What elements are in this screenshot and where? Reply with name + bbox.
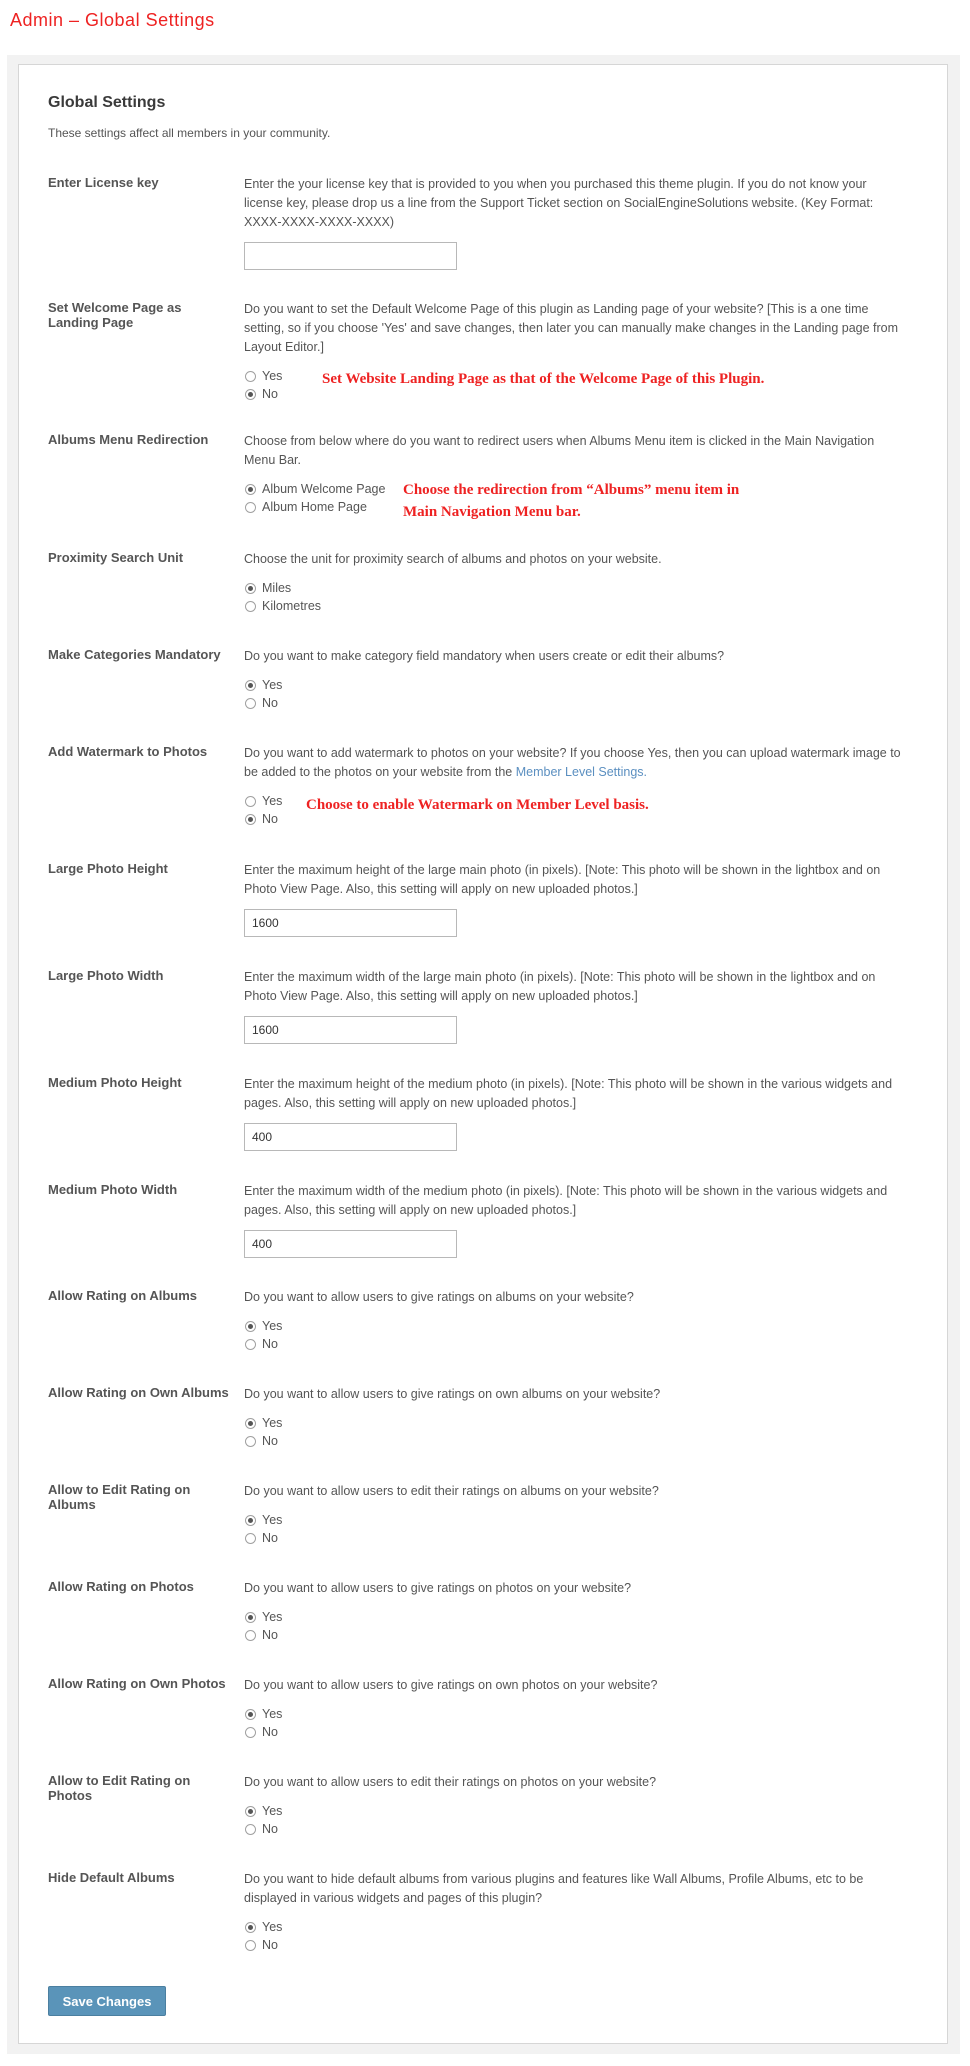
radio-button-selected[interactable] bbox=[245, 389, 256, 400]
radio-label: Yes bbox=[262, 1319, 283, 1333]
annotation-albums-redirect bbox=[403, 479, 739, 523]
field-description: Enter the maximum width of the medium photo (in pixels). [Note: This photo will be shown in the various widgets and pages. Also, this setting will apply on new uploaded photos.] bbox=[244, 1184, 888, 1217]
field-description: Do you want to allow users to edit their ratings on photos on your website? bbox=[244, 1775, 657, 1789]
radio-button-selected[interactable] bbox=[245, 1418, 256, 1429]
radio-button-selected[interactable] bbox=[245, 1612, 256, 1623]
radio-button[interactable] bbox=[245, 1824, 256, 1835]
radio-option-no[interactable] bbox=[244, 1936, 904, 1954]
radio-label: No bbox=[262, 1822, 278, 1836]
field-label: Add Watermark to Photos bbox=[48, 744, 208, 759]
radio-option-yes[interactable] bbox=[244, 1511, 904, 1529]
radio-label: Miles bbox=[262, 581, 292, 595]
radio-button[interactable] bbox=[245, 1533, 256, 1544]
member-level-settings-link[interactable]: Member Level Settings. bbox=[515, 765, 648, 779]
radio-button[interactable] bbox=[245, 1727, 256, 1738]
radio-label: Yes bbox=[262, 794, 283, 808]
annotation-watermark: Choose to enable Watermark on Member Level basis. bbox=[306, 797, 649, 813]
radio-option-yes[interactable] bbox=[244, 1802, 904, 1820]
radio-button-selected[interactable] bbox=[245, 484, 256, 495]
radio-option-yes[interactable] bbox=[244, 1918, 904, 1936]
radio-group bbox=[244, 1317, 904, 1353]
radio-option-no[interactable] bbox=[244, 1529, 904, 1547]
large-photo-height-input[interactable] bbox=[244, 909, 457, 937]
radio-button-selected[interactable] bbox=[245, 814, 256, 825]
radio-label: Yes bbox=[262, 678, 283, 692]
radio-button[interactable] bbox=[245, 1940, 256, 1951]
field-label: Allow to Edit Rating on Albums bbox=[48, 1482, 191, 1512]
radio-button[interactable] bbox=[245, 1339, 256, 1350]
field-label: Allow Rating on Albums bbox=[48, 1288, 198, 1303]
radio-label: Yes bbox=[262, 1416, 283, 1430]
field-label: Large Photo Height bbox=[48, 861, 168, 876]
field-description: Do you want to allow users to give ratings on own photos on your website? bbox=[244, 1678, 658, 1692]
radio-button-selected[interactable] bbox=[245, 1321, 256, 1332]
field-description: Enter the your license key that is provided to you when you purchased this theme plugin. If you do not know your license key, please drop us a line from the Support Ticket section on SocialEngineSolutions website. (Key Format: XXXX-XXXX-XXXX-XXXX) bbox=[244, 177, 874, 229]
radio-label: No bbox=[262, 387, 278, 401]
form-description: These settings affect all members in your community. bbox=[48, 126, 331, 140]
field-description: Enter the maximum height of the medium photo (in pixels). [Note: This photo will be shown in the various widgets and pages. Also, this setting will apply on new uploaded photos.] bbox=[244, 1077, 893, 1110]
field-description: Choose from below where do you want to redirect users when Albums Menu item is clicked in the Main Navigation Menu Bar. bbox=[244, 434, 875, 467]
radio-label: No bbox=[262, 1434, 278, 1448]
radio-option-no[interactable] bbox=[244, 694, 904, 712]
radio-label: Yes bbox=[262, 1610, 283, 1624]
field-description: Enter the maximum height of the large main photo (in pixels). [Note: This photo will be shown in the lightbox and on Photo View Page. Also, this setting will apply on new uploaded photos.] bbox=[244, 863, 881, 896]
field-description bbox=[244, 744, 904, 782]
field-label: Medium Photo Width bbox=[48, 1182, 178, 1197]
radio-group bbox=[244, 1511, 904, 1547]
description-text: Do you want to add watermark to photos on your website? If you choose Yes, then you can upload watermark image to be added to the photos on your website from the bbox=[244, 746, 901, 779]
field-description: Do you want to set the Default Welcome Page of this plugin as Landing page of your website? [This is a one time setting, so if you choose 'Yes' and save changes, then later you can manually make changes in the Landing page from Layout Editor.] bbox=[244, 302, 899, 354]
field-label: Allow Rating on Own Albums bbox=[48, 1385, 229, 1400]
radio-option-yes[interactable] bbox=[244, 1705, 904, 1723]
annotation-line: Choose the redirection from “Albums” menu item in bbox=[403, 482, 740, 498]
save-changes-button[interactable]: Save Changes bbox=[48, 1986, 166, 2016]
page-heading: Admin – Global Settings bbox=[10, 10, 215, 30]
radio-button-selected[interactable] bbox=[245, 1806, 256, 1817]
field-description: Do you want to hide default albums from various plugins and features like Wall Albums, Profile Albums, etc to be displayed in various widgets and pages of this plugin? bbox=[244, 1872, 864, 1905]
radio-button[interactable] bbox=[245, 371, 256, 382]
radio-label: Yes bbox=[262, 1804, 283, 1818]
form-title: Global Settings bbox=[48, 94, 166, 111]
radio-label: Yes bbox=[262, 369, 283, 383]
radio-option-no[interactable] bbox=[244, 1820, 904, 1838]
annotation-landing-page: Set Website Landing Page as that of the Welcome Page of this Plugin. bbox=[322, 371, 765, 387]
radio-option-kilometres[interactable] bbox=[244, 597, 904, 615]
field-description: Do you want to allow users to give ratings on own albums on your website? bbox=[244, 1387, 661, 1401]
radio-button-selected[interactable] bbox=[245, 583, 256, 594]
radio-group bbox=[244, 676, 904, 712]
radio-label: Yes bbox=[262, 1707, 283, 1721]
radio-button[interactable] bbox=[245, 1630, 256, 1641]
radio-label: No bbox=[262, 696, 278, 710]
radio-group bbox=[244, 1918, 904, 1954]
field-label: Enter License key bbox=[48, 175, 159, 190]
radio-label: Album Home Page bbox=[262, 500, 367, 514]
field-description: Do you want to allow users to edit their ratings on albums on your website? bbox=[244, 1484, 659, 1498]
radio-label: No bbox=[262, 1337, 278, 1351]
radio-button-selected[interactable] bbox=[245, 1515, 256, 1526]
medium-photo-width-input[interactable] bbox=[244, 1230, 457, 1258]
radio-label: Album Welcome Page bbox=[262, 482, 386, 496]
radio-label: Yes bbox=[262, 1920, 283, 1934]
field-description: Do you want to make category field mandatory when users create or edit their albums? bbox=[244, 649, 725, 663]
radio-label: No bbox=[262, 1628, 278, 1642]
radio-group bbox=[244, 579, 904, 615]
radio-button[interactable] bbox=[245, 698, 256, 709]
radio-group bbox=[244, 1705, 904, 1741]
radio-group bbox=[244, 1414, 904, 1450]
radio-option-no[interactable] bbox=[244, 1432, 904, 1450]
radio-option-yes[interactable] bbox=[244, 1608, 904, 1626]
radio-option-miles[interactable] bbox=[244, 579, 904, 597]
radio-option-no[interactable] bbox=[244, 1723, 904, 1741]
radio-label: No bbox=[262, 1725, 278, 1739]
field-label: Allow to Edit Rating on Photos bbox=[48, 1773, 191, 1803]
annotation-line: Main Navigation Menu bar. bbox=[403, 504, 581, 520]
field-label: Medium Photo Height bbox=[48, 1075, 182, 1090]
radio-option-no[interactable] bbox=[244, 1626, 904, 1644]
radio-option-yes[interactable] bbox=[244, 676, 904, 694]
radio-button[interactable] bbox=[245, 796, 256, 807]
field-label: Large Photo Width bbox=[48, 968, 164, 983]
field-description: Do you want to allow users to give ratings on photos on your website? bbox=[244, 1581, 632, 1595]
radio-label: No bbox=[262, 1938, 278, 1952]
field-label: Hide Default Albums bbox=[48, 1870, 175, 1885]
radio-label: No bbox=[262, 812, 278, 826]
radio-button[interactable] bbox=[245, 601, 256, 612]
license-key-input[interactable] bbox=[244, 242, 457, 270]
radio-group bbox=[244, 1608, 904, 1644]
radio-label: No bbox=[262, 1531, 278, 1545]
field-label: Set Welcome Page as Landing Page bbox=[48, 300, 182, 330]
field-label: Albums Menu Redirection bbox=[48, 432, 209, 447]
medium-photo-height-input[interactable] bbox=[244, 1123, 457, 1151]
radio-button[interactable] bbox=[245, 1436, 256, 1447]
radio-button-selected[interactable] bbox=[245, 1922, 256, 1933]
radio-group bbox=[244, 1802, 904, 1838]
field-description: Enter the maximum width of the large main photo (in pixels). [Note: This photo will be shown in the lightbox and on Photo View Page. Also, this setting will apply on new uploaded photos.] bbox=[244, 970, 876, 1003]
large-photo-width-input[interactable] bbox=[244, 1016, 457, 1044]
field-label: Allow Rating on Own Photos bbox=[48, 1676, 226, 1691]
radio-button-selected[interactable] bbox=[245, 680, 256, 691]
radio-option-no[interactable] bbox=[244, 1335, 904, 1353]
radio-label: Kilometres bbox=[262, 599, 322, 613]
field-label: Make Categories Mandatory bbox=[48, 647, 221, 662]
field-description: Choose the unit for proximity search of albums and photos on your website. bbox=[244, 552, 662, 566]
radio-button[interactable] bbox=[245, 502, 256, 513]
radio-button-selected[interactable] bbox=[245, 1709, 256, 1720]
field-label: Proximity Search Unit bbox=[48, 550, 184, 565]
field-label: Allow Rating on Photos bbox=[48, 1579, 194, 1594]
radio-option-yes[interactable] bbox=[244, 1414, 904, 1432]
field-description: Do you want to allow users to give ratings on albums on your website? bbox=[244, 1290, 634, 1304]
radio-option-yes[interactable] bbox=[244, 1317, 904, 1335]
radio-label: Yes bbox=[262, 1513, 283, 1527]
